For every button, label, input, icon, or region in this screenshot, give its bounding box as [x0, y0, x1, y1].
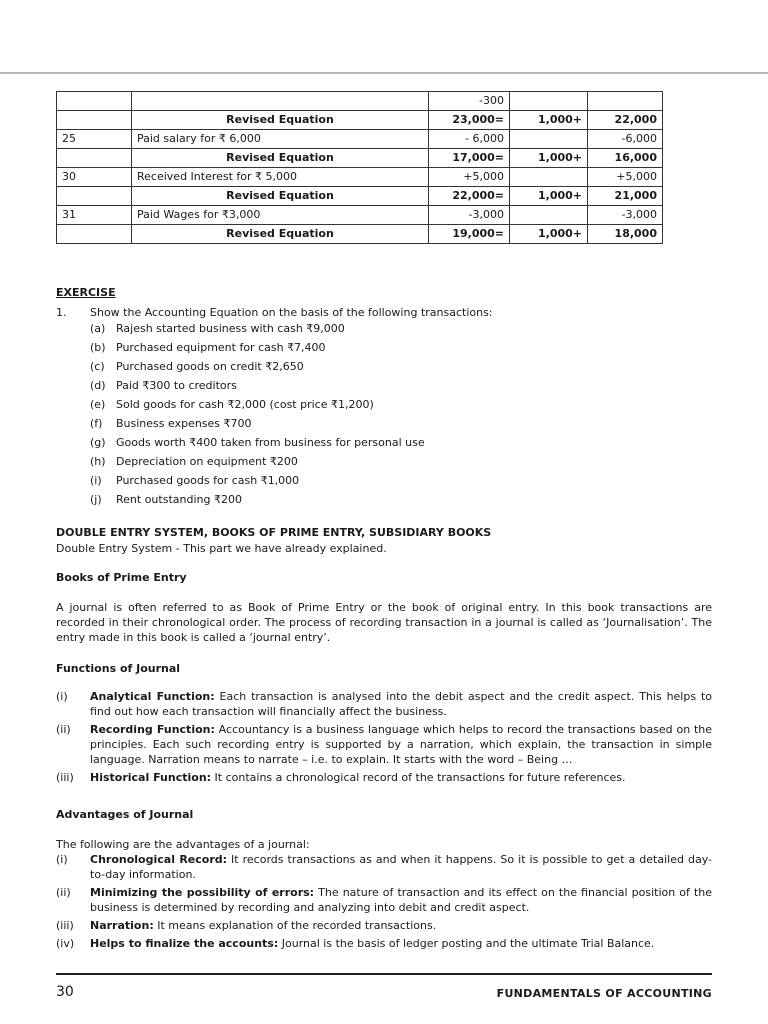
date-cell	[57, 149, 132, 168]
date-cell: 25	[57, 130, 132, 149]
exercise-item-text: Goods worth ₹400 taken from business for personal use	[116, 436, 425, 449]
exercise-item	[56, 395, 712, 414]
date-cell	[57, 225, 132, 244]
description-cell: Revised Equation	[132, 111, 429, 130]
liabilities-cell: 1,000+	[510, 225, 588, 244]
exercise-item-text: Purchased goods for cash ₹1,000	[116, 474, 300, 487]
description-cell	[132, 92, 429, 111]
advantage-item-text: Journal is the basis of ledger posting and the ultimate Trial Balance.	[278, 937, 655, 950]
advantage-item-text: It means explanation of the recorded transactions.	[153, 919, 437, 932]
exercise-item	[56, 490, 712, 509]
revised-equation-row	[57, 225, 663, 244]
revised-equation-row	[57, 187, 663, 206]
function-item-text: Each transaction is analysed into the debit aspect and the credit aspect. This helps to find out how each transaction will financially affect the business.	[90, 690, 712, 718]
exercise-item	[56, 414, 712, 433]
exercise-item-text: Business expenses ₹700	[116, 417, 252, 430]
exercise-item-label: (j)	[90, 493, 102, 506]
exercise-item	[56, 376, 712, 395]
date-cell	[57, 187, 132, 206]
function-item-term: Analytical Function:	[90, 690, 215, 703]
question-number: 1.	[56, 306, 67, 319]
advantage-item	[56, 852, 712, 882]
transaction-row	[57, 92, 663, 111]
exercise-item-label: (i)	[90, 474, 102, 487]
prime-entry-section	[56, 569, 712, 645]
exercise-item-text: Rent outstanding ₹200	[116, 493, 242, 506]
liabilities-cell	[510, 92, 588, 111]
description-cell: Revised Equation	[132, 149, 429, 168]
advantage-item-number: (iii)	[56, 919, 74, 932]
assets-cell: - 6,000	[429, 130, 510, 149]
function-item-body	[90, 689, 712, 719]
capital-cell	[588, 92, 663, 111]
footer-rule	[56, 973, 712, 975]
assets-cell: -300	[429, 92, 510, 111]
double-entry-heading: DOUBLE ENTRY SYSTEM, BOOKS OF PRIME ENTRY, SUBSIDIARY BOOKS	[56, 526, 492, 539]
exercise-item	[56, 357, 712, 376]
header-rule	[0, 72, 768, 74]
capital-cell: 16,000	[588, 149, 663, 168]
advantage-item	[56, 885, 712, 915]
function-item-number: (ii)	[56, 723, 71, 736]
liabilities-cell: 1,000+	[510, 149, 588, 168]
prime-entry-heading: Books of Prime Entry	[56, 571, 187, 584]
description-cell: Paid Wages for ₹3,000	[132, 206, 429, 225]
exercise-item-text: Purchased equipment for cash ₹7,400	[116, 341, 326, 354]
function-item-term: Recording Function:	[90, 723, 215, 736]
exercise-item-text: Paid ₹300 to creditors	[116, 379, 237, 392]
advantage-item-term: Minimizing the possibility of errors:	[90, 886, 315, 899]
date-cell	[57, 111, 132, 130]
book-title: FUNDAMENTALS OF ACCOUNTING	[496, 987, 712, 1000]
double-entry-section	[56, 524, 712, 556]
exercise-item-text: Purchased goods on credit ₹2,650	[116, 360, 304, 373]
transaction-row	[57, 168, 663, 187]
advantage-item-body	[90, 936, 712, 951]
liabilities-cell	[510, 206, 588, 225]
function-item-text: It contains a chronological record of the transactions for future references.	[211, 771, 626, 784]
capital-cell: 18,000	[588, 225, 663, 244]
date-cell: 30	[57, 168, 132, 187]
description-cell: Revised Equation	[132, 225, 429, 244]
date-cell	[57, 92, 132, 111]
exercise-item	[56, 433, 712, 452]
function-item-number: (iii)	[56, 771, 74, 784]
accounting-equation-table	[56, 91, 663, 244]
transaction-row	[57, 206, 663, 225]
exercise-item-label: (b)	[90, 341, 106, 354]
functions-heading: Functions of Journal	[56, 662, 181, 675]
double-entry-text: Double Entry System - This part we have already explained.	[56, 542, 387, 555]
advantage-item-number: (ii)	[56, 886, 71, 899]
advantage-item-text: The nature of transaction and its effect on the financial position of the business is determined by recording and analyzing into debit and credit aspect.	[90, 886, 713, 914]
advantage-item-term: Helps to finalize the accounts:	[90, 937, 279, 950]
advantages-heading: Advantages of Journal	[56, 808, 194, 821]
advantage-item-body	[90, 918, 712, 933]
prime-entry-paragraph: A journal is often referred to as Book of Prime Entry or the book of original entry. In this book transactions are recorded in their chronological order. The process of recording transaction in a journal is called as ‘Journalisation’. The entry made in this book is called a ‘journal entry’.	[56, 601, 712, 644]
capital-cell: -3,000	[588, 206, 663, 225]
advantage-item-term: Narration:	[90, 919, 154, 932]
page-number: 30	[56, 984, 74, 1000]
advantage-item-body	[90, 885, 712, 915]
exercise-item-label: (g)	[90, 436, 106, 449]
exercise-item-label: (e)	[90, 398, 106, 411]
advantage-item-number: (iv)	[56, 937, 75, 950]
function-item	[56, 722, 712, 767]
exercise-item-label: (f)	[90, 417, 103, 430]
function-item-body	[90, 722, 712, 767]
advantage-item-text: It records transactions as and when it happens. So it is possible to get a detailed day-to-day information.	[90, 853, 712, 881]
advantage-item-body	[90, 852, 712, 882]
assets-cell: 19,000=	[429, 225, 510, 244]
assets-cell: -3,000	[429, 206, 510, 225]
exercise-item	[56, 452, 712, 471]
exercise-item-label: (h)	[90, 455, 106, 468]
description-cell: Paid salary for ₹ 6,000	[132, 130, 429, 149]
description-cell: Revised Equation	[132, 187, 429, 206]
advantage-item	[56, 918, 712, 933]
transaction-row	[57, 130, 663, 149]
exercise-heading: EXERCISE	[56, 286, 116, 299]
function-item-number: (i)	[56, 690, 68, 703]
assets-cell: +5,000	[429, 168, 510, 187]
date-cell: 31	[57, 206, 132, 225]
function-item-text: Accountancy is a business language which helps to record the transactions based on the principles. Each such recording entry is supported by a narration, which explain, the transaction in simple language. Narration means to narrate – i.e. to explain. It starts with the word – Being …	[90, 723, 713, 766]
exercise-item	[56, 471, 712, 490]
function-item	[56, 770, 712, 785]
exercise-item-label: (c)	[90, 360, 105, 373]
advantages-section	[56, 806, 712, 954]
exercise-item-label: (d)	[90, 379, 106, 392]
liabilities-cell: 1,000+	[510, 111, 588, 130]
liabilities-cell: 1,000+	[510, 187, 588, 206]
functions-section	[56, 660, 712, 788]
revised-equation-row	[57, 111, 663, 130]
assets-cell: 23,000=	[429, 111, 510, 130]
advantage-item-number: (i)	[56, 853, 68, 866]
exercise-item-text: Sold goods for cash ₹2,000 (cost price ₹1,200)	[116, 398, 374, 411]
liabilities-cell	[510, 168, 588, 187]
liabilities-cell	[510, 130, 588, 149]
description-cell: Received Interest for ₹ 5,000	[132, 168, 429, 187]
exercise-item-label: (a)	[90, 322, 106, 335]
advantage-item	[56, 936, 712, 951]
capital-cell: +5,000	[588, 168, 663, 187]
assets-cell: 17,000=	[429, 149, 510, 168]
advantages-intro: The following are the advantages of a journal:	[56, 838, 310, 851]
exercise-item	[56, 338, 712, 357]
exercise-item-text: Depreciation on equipment ₹200	[116, 455, 298, 468]
function-item	[56, 689, 712, 719]
capital-cell: 21,000	[588, 187, 663, 206]
assets-cell: 22,000=	[429, 187, 510, 206]
question-text: Show the Accounting Equation on the basis of the following transactions:	[90, 306, 493, 319]
capital-cell: 22,000	[588, 111, 663, 130]
function-item-body	[90, 770, 712, 785]
capital-cell: -6,000	[588, 130, 663, 149]
exercise-section	[56, 283, 712, 509]
revised-equation-row	[57, 149, 663, 168]
advantage-item-term: Chronological Record:	[90, 853, 228, 866]
function-item-term: Historical Function:	[90, 771, 212, 784]
exercise-item-text: Rajesh started business with cash ₹9,000	[116, 322, 345, 335]
